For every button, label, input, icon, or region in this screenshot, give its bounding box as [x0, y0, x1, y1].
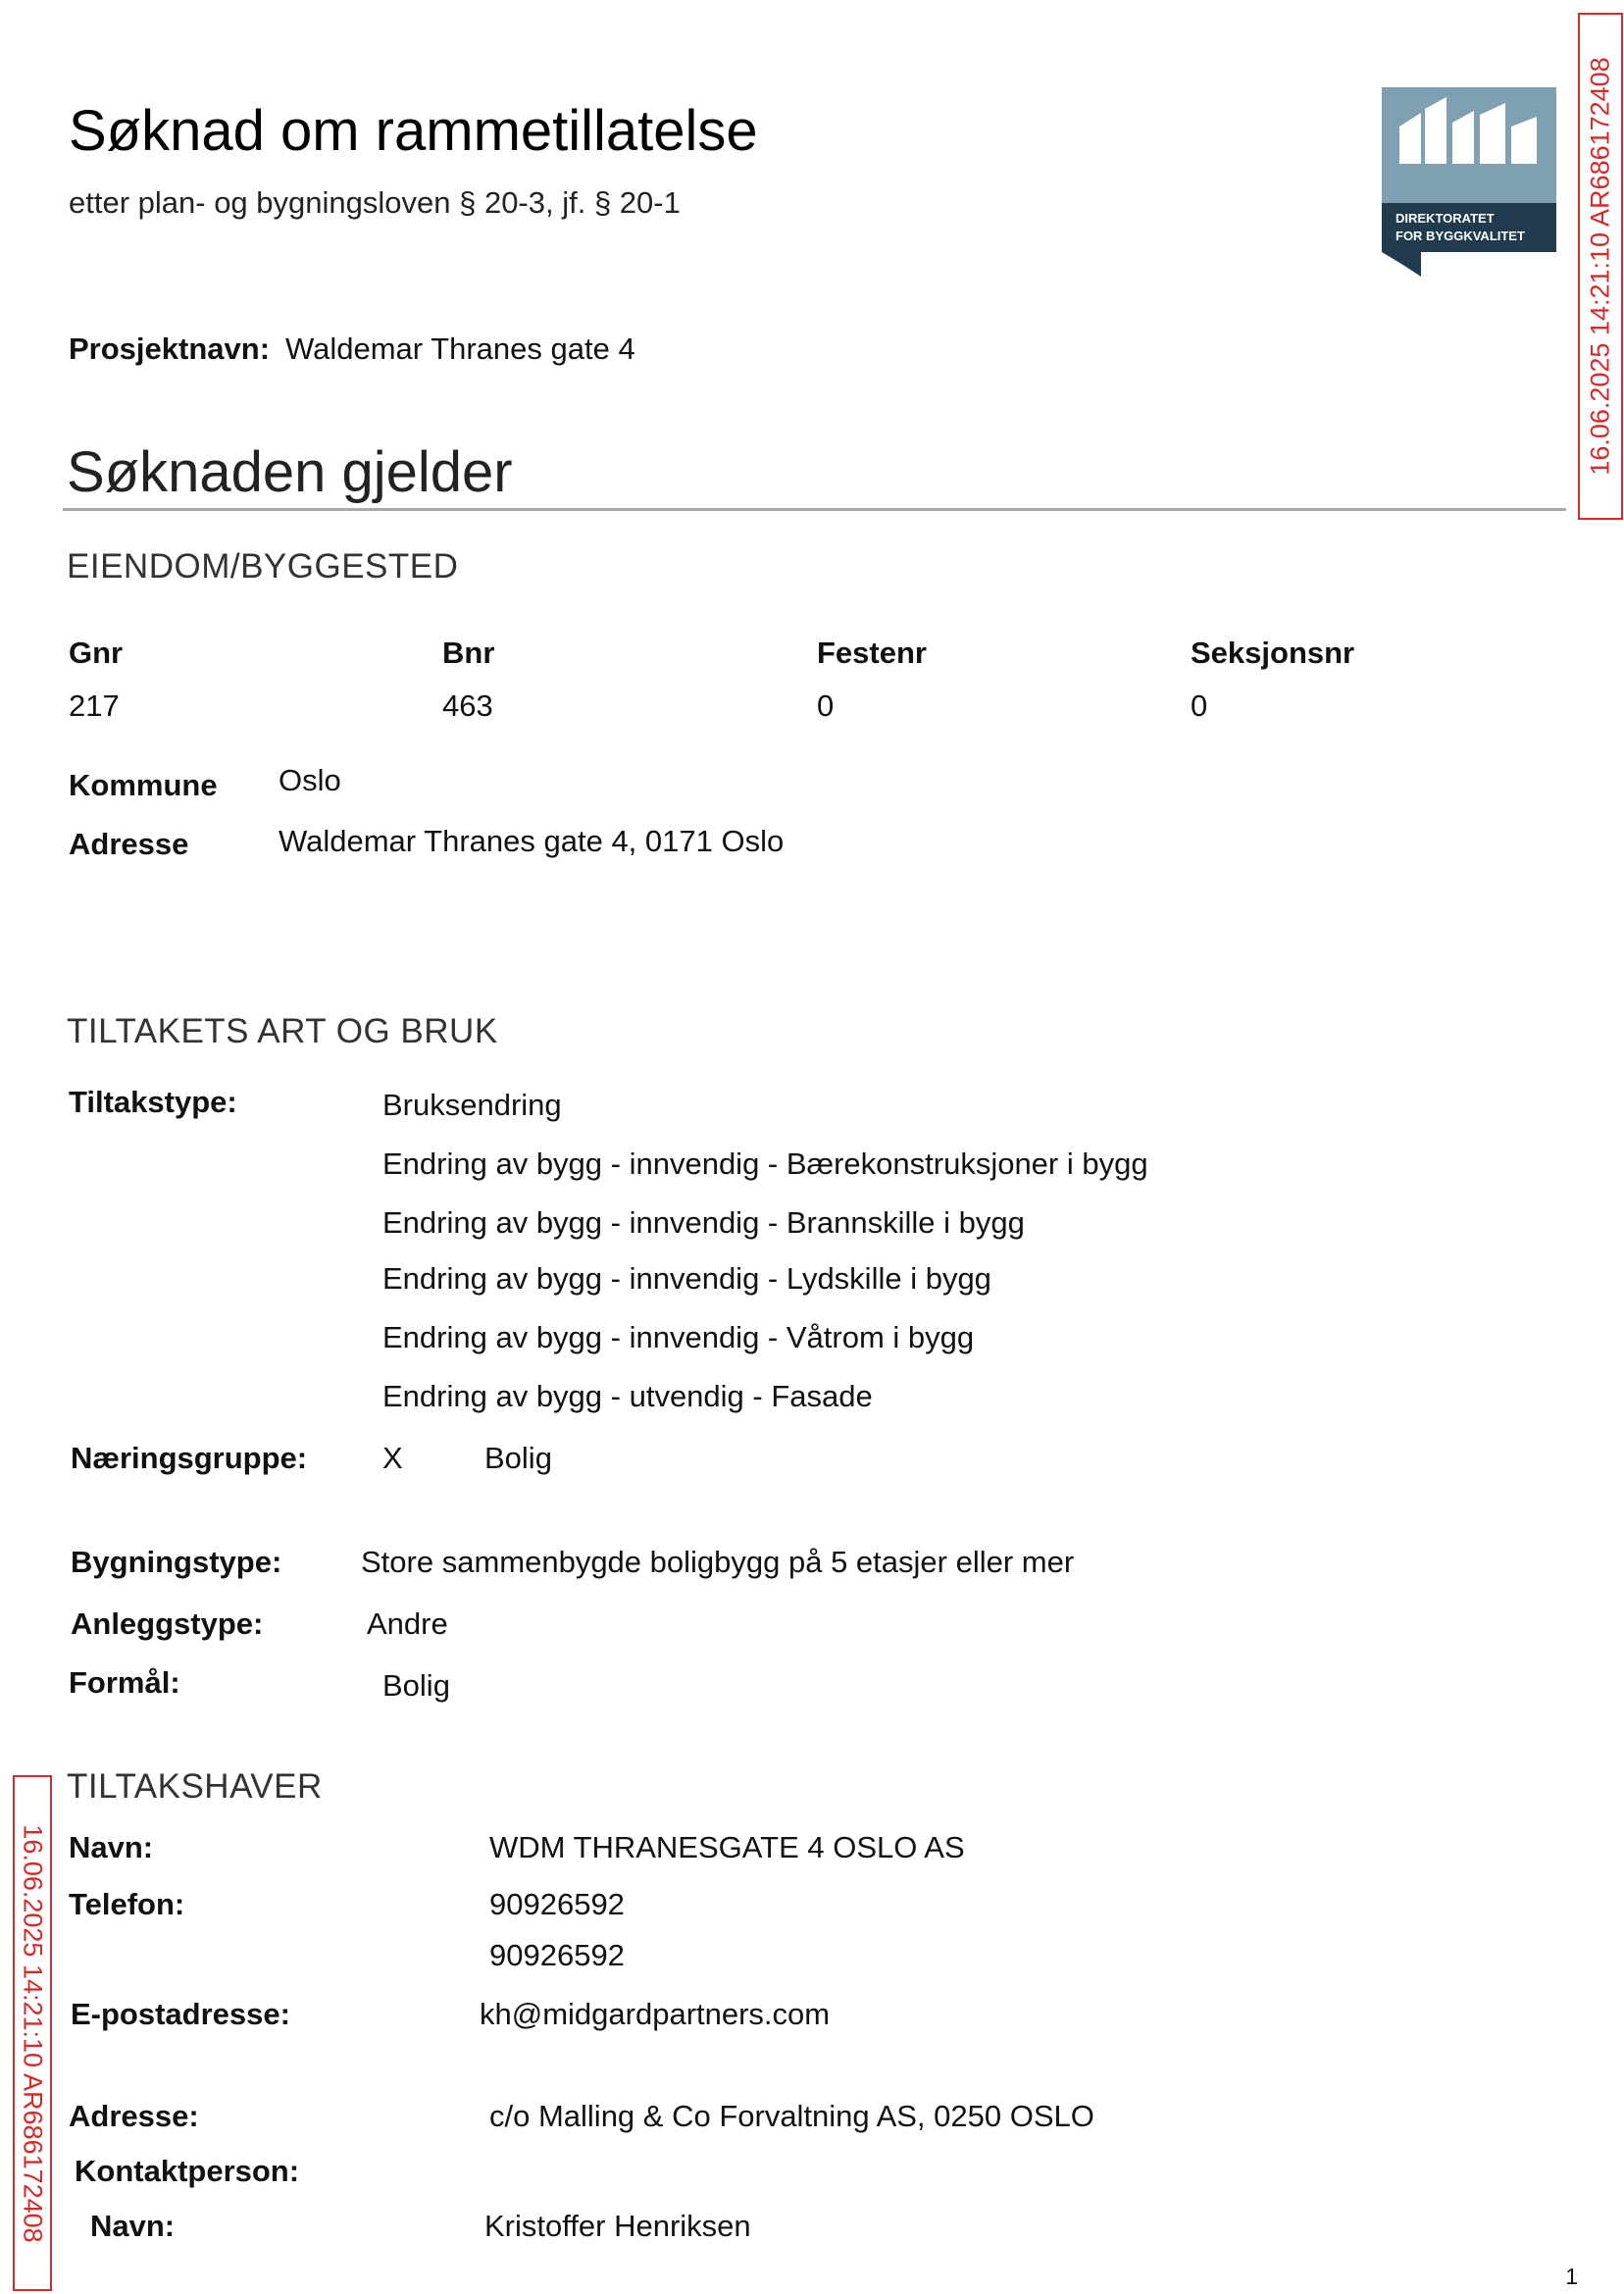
- project-name-value: Waldemar Thranes gate 4: [285, 331, 635, 366]
- formal-value: Bolig: [382, 1668, 450, 1703]
- subheading-tiltakets-art: TILTAKETS ART OG BRUK: [67, 1012, 498, 1050]
- tiltakshaver-navn-label: Navn:: [69, 1830, 154, 1864]
- document-title: Søknad om rammetillatelse: [69, 99, 758, 163]
- tiltakshaver-adresse-value: c/o Malling & Co Forvaltning AS, 0250 OSLO: [489, 2099, 1094, 2133]
- festenr-value: 0: [817, 688, 835, 723]
- gnr-label: Gnr: [69, 636, 124, 670]
- subheading-tiltakshaver: TILTAKSHAVER: [67, 1767, 323, 1806]
- tiltakshaver-navn-value: WDM THRANESGATE 4 OSLO AS: [489, 1830, 965, 1864]
- dibk-logo: [1382, 87, 1556, 277]
- stamp-text: 16.06.2025 14:21:10 AR686172408: [1585, 57, 1615, 476]
- project-name-label: Prosjektnavn:: [69, 331, 271, 366]
- section-heading-soknaden-gjelder: Søknaden gjelder: [67, 440, 513, 504]
- naeringsgruppe-value: Bolig: [484, 1441, 552, 1475]
- seksjonsnr-value: 0: [1191, 688, 1208, 723]
- epost-value: kh@midgardpartners.com: [480, 1997, 831, 2031]
- tiltakstype-item: Endring av bygg - innvendig - Våtrom i bygg: [382, 1320, 975, 1354]
- tiltakstype-item: Endring av bygg - innvendig - Bærekonstruksjoner i bygg: [382, 1147, 1148, 1181]
- telefon-label: Telefon:: [69, 1887, 185, 1921]
- adresse-label: Adresse: [69, 827, 189, 861]
- tiltakstype-item: Endring av bygg - innvendig - Lydskille i bygg: [382, 1261, 991, 1296]
- adresse-value: Waldemar Thranes gate 4, 0171 Oslo: [279, 824, 785, 858]
- subheading-eiendom: EIENDOM/BYGGESTED: [67, 547, 459, 586]
- tiltakstype-item: Endring av bygg - innvendig - Brannskille i bygg: [382, 1205, 1025, 1240]
- tiltakstype-label: Tiltakstype:: [69, 1085, 237, 1119]
- page-number: 1: [1565, 2264, 1578, 2289]
- anleggstype-label: Anleggstype:: [71, 1606, 264, 1641]
- anleggstype-value: Andre: [367, 1606, 448, 1641]
- gnr-value: 217: [69, 688, 120, 723]
- section-divider: [63, 508, 1566, 511]
- naeringsgruppe-label: Næringsgruppe:: [71, 1441, 308, 1475]
- epost-label: E-postadresse:: [71, 1997, 290, 2031]
- right-stamp: [1578, 13, 1623, 520]
- festenr-label: Festenr: [817, 636, 927, 670]
- formal-label: Formål:: [69, 1665, 180, 1700]
- seksjonsnr-label: Seksjonsnr: [1191, 636, 1355, 670]
- tiltakstype-item: Bruksendring: [382, 1088, 562, 1122]
- document-subtitle: etter plan- og bygningsloven § 20-3, jf. § 20-1: [69, 185, 681, 220]
- tiltakstype-item: Endring av bygg - utvendig - Fasade: [382, 1379, 873, 1413]
- bnr-label: Bnr: [442, 636, 495, 670]
- naeringsgruppe-code: X: [382, 1441, 403, 1475]
- kontakt-navn-label: Navn:: [90, 2209, 176, 2243]
- kontakt-navn-value: Kristoffer Henriksen: [484, 2209, 751, 2243]
- kommune-value: Oslo: [279, 763, 341, 797]
- bygningstype-label: Bygningstype:: [71, 1545, 282, 1579]
- left-stamp: [13, 1775, 52, 2291]
- telefon-value: 90926592: [489, 1887, 625, 1921]
- bygningstype-value: Store sammenbygde boligbygg på 5 etasjer eller mer: [361, 1545, 1075, 1579]
- stamp-text: 16.06.2025 14:21:10 AR686172408: [18, 1823, 48, 2243]
- svg-text:FOR BYGGKVALITET: FOR BYGGKVALITET: [1396, 229, 1525, 243]
- bnr-value: 463: [442, 688, 493, 723]
- svg-text:DIREKTORATET: DIREKTORATET: [1396, 211, 1495, 226]
- kontaktperson-label: Kontaktperson:: [75, 2154, 300, 2188]
- telefon-value: 90926592: [489, 1938, 625, 1972]
- kommune-label: Kommune: [69, 768, 218, 802]
- tiltakshaver-adresse-label: Adresse:: [69, 2099, 199, 2133]
